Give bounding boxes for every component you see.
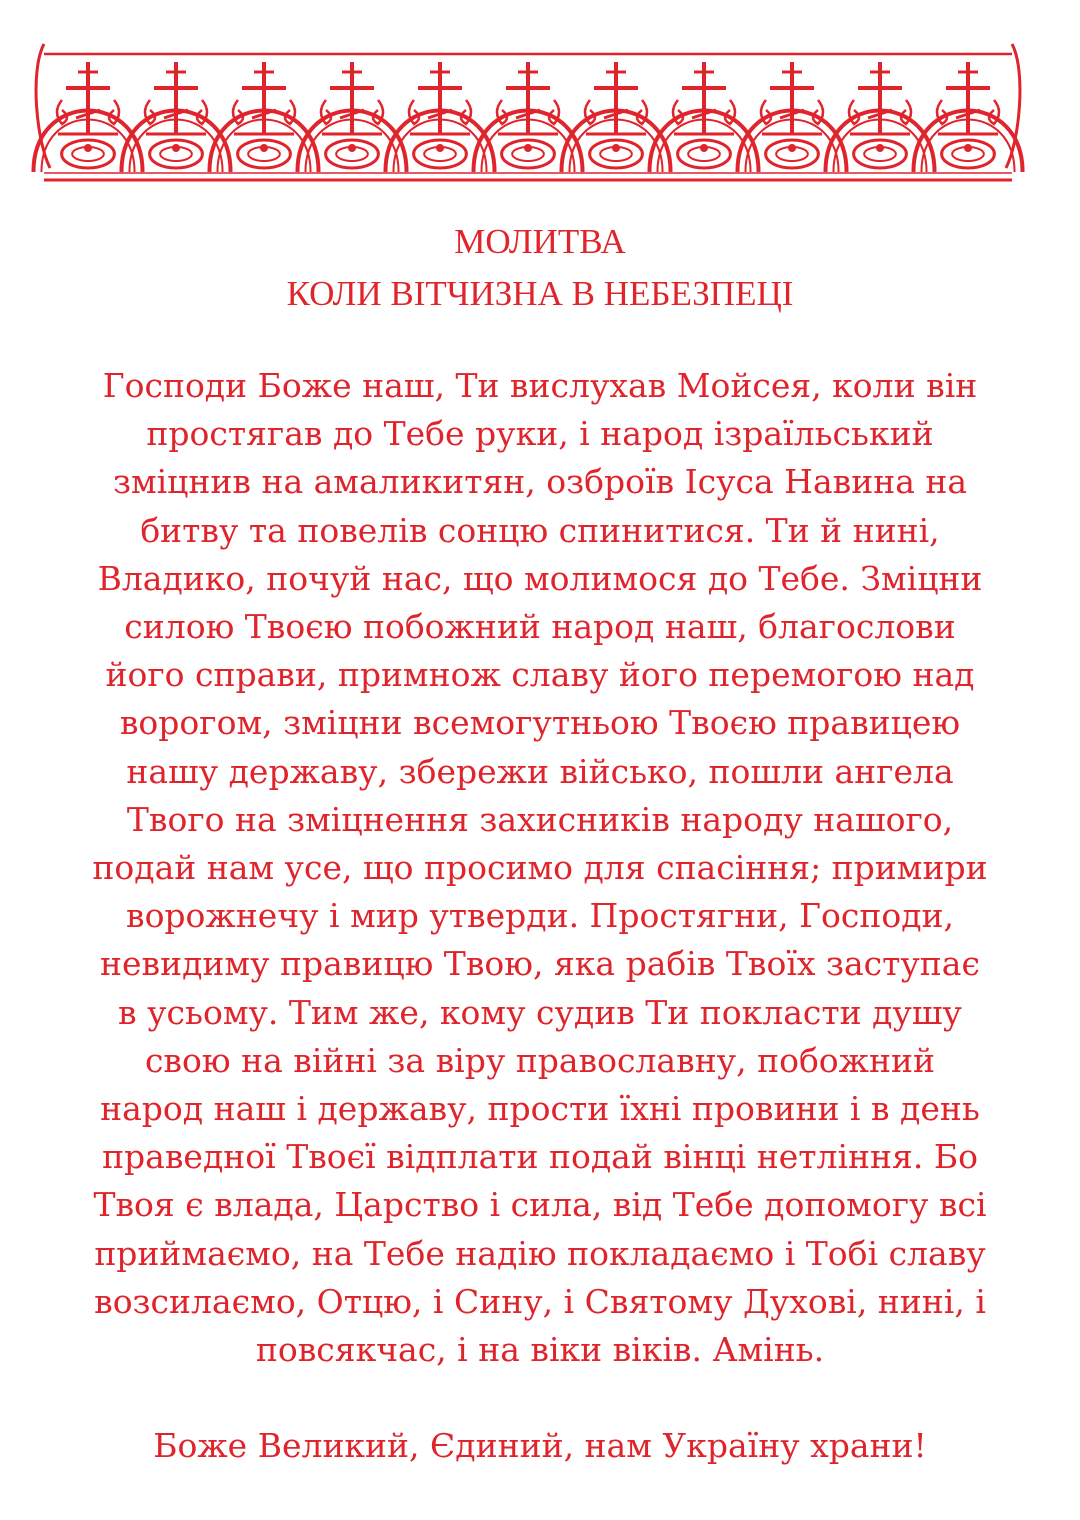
prayer-line: возсилаємо, Отцю, і Сину, і Святому Духові, нині, і bbox=[94, 1281, 986, 1321]
prayer-line: простягав до Тебе руки, і народ ізраїльський bbox=[146, 414, 934, 454]
prayer-line: подай нам усе, що просимо для спасіння; примири bbox=[92, 848, 988, 888]
prayer-line: нашу державу, збережи військо, пошли ангела bbox=[126, 751, 954, 791]
closing-invocation: Боже Великий, Єдиний, нам Україну храни! bbox=[153, 1426, 927, 1465]
cross-border-ornament-icon bbox=[20, 30, 1036, 186]
prayer-line: зміцнив на амаликитян, озброїв Ісуса Навина на bbox=[112, 462, 968, 502]
prayer-line: невидиму правицю Твою, яка рабів Твоїх заступає bbox=[100, 944, 980, 984]
title-line-2: КОЛИ ВІТЧИЗНА В НЕБЕЗПЕЦІ bbox=[286, 274, 794, 313]
prayer-line: повсякчас, і на віки віків. Амінь. bbox=[255, 1330, 825, 1370]
prayer-line: ворогом, зміцни всемогутньою Твоєю правицею bbox=[119, 703, 961, 743]
prayer-line: в усьому. Тим же, кому судив Ти покласти душу bbox=[118, 992, 962, 1032]
prayer-line: битву та повелів сонцю спинитися. Ти й нині, bbox=[140, 510, 940, 550]
prayer-title bbox=[0, 216, 1080, 320]
prayer-line: праведної Твоєї відплати подай вінці нетління. Бо bbox=[102, 1137, 978, 1177]
prayer-line: Твоя є влада, Царство і сила, від Тебе допомогу всі bbox=[93, 1185, 987, 1225]
prayer-line: Господи Боже наш, Ти вислухав Мойсея, коли він bbox=[102, 366, 978, 405]
prayer-line: Твого на зміцнення захисників народу нашого, bbox=[126, 799, 954, 839]
prayer-line: Владико, почуй нас, що молимося до Тебе. Зміцни bbox=[97, 558, 983, 598]
prayer-line: свою на війні за віру православну, побожний bbox=[144, 1040, 936, 1080]
title-line-1: МОЛИТВА bbox=[454, 222, 626, 261]
prayer-line: силою Твоєю побожний народ наш, благослови bbox=[124, 607, 956, 647]
prayer-text bbox=[0, 362, 1080, 1374]
prayer-line: його справи, примнож славу його перемогою над bbox=[105, 655, 975, 695]
prayer-line: народ наш і державу, прости їхні провини і в день bbox=[100, 1089, 980, 1129]
prayer-line: приймаємо, на Тебе надію покладаємо і Тобі славу bbox=[94, 1233, 986, 1273]
prayer-line: ворожнечу і мир утверди. Простягни, Господи, bbox=[125, 896, 954, 936]
